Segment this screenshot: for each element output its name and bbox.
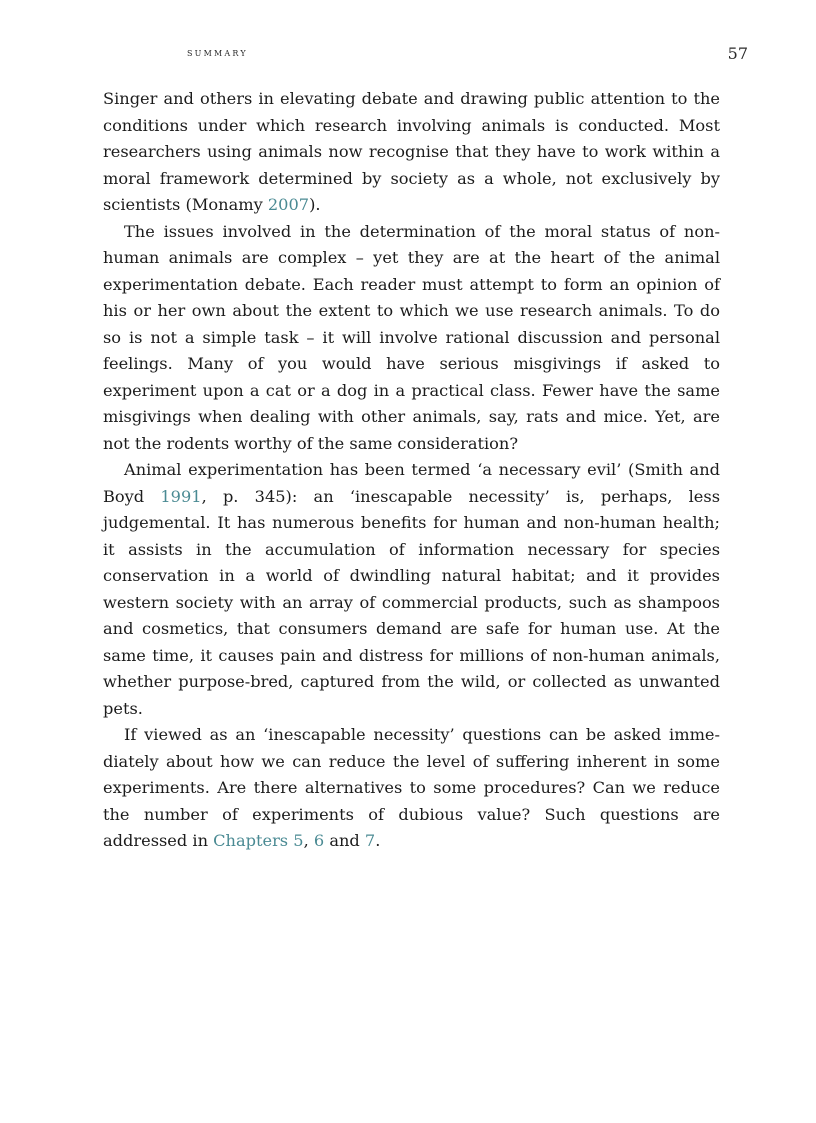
citation-link-smith-boyd-1991[interactable]: 1991 [160,486,202,506]
chapter-link-6[interactable]: 6 [313,831,325,850]
citation-link-monamy-2007[interactable]: 2007 [267,195,310,214]
paragraph-3-text-a: Animal experimentation has been termed ‘a necessary evil’ (Smith and Boyd [103,460,720,506]
paragraph-4 [103,722,720,855]
paragraph-4-text-a: If viewed as an ‘inescapable necessity’ questions can be asked immediately about how we can reduce the level of suffering inherent in some experiments. Are there alternatives to some procedures? Can we reduce the number of experiments of dubious value? Such questions are addressed in [103,725,720,850]
paragraph-3-text-b: , p. 345): an ‘inescapable necessity’ is, perhaps, less judgemental. It has numerous benefits for human and non-human health; it assists in the accumulation of information necessary for species conservation in a world of dwindling natural habitat; and it provides western society with an array of commercial products, such as shampoos and cosmetics, that consumers demand are safe for human use. At the same time, it causes pain and distress for millions of non-human animals, whether purpose-bred, captured from the wild, or collected as unwanted pets. [103,486,721,718]
paragraph-3 [103,457,720,722]
paragraph-4-text-d: . [375,831,381,850]
paragraph-1-text-a: Singer and others in elevating debate and drawing public attention to the conditions under which research involving animals is conducted. Most researchers using animals now recognise that they have to work within a moral framework determined by society as a whole, not exclusively by scientists (Monamy [103,89,720,214]
chapter-link-5[interactable]: Chapters 5 [213,831,304,850]
body-text [103,86,720,855]
chapter-link-7[interactable]: 7 [364,831,376,850]
paragraph-2: The issues involved in the determination of the moral status of non-human animals are complex – yet they are at the heart of the animal experimentation debate. Each reader must attempt to form an opinion of his or her own about the extent to which we use research animals. To do so is not a simple task – it will involve rational discussion and personal feelings. Many of you would have serious misgivings if asked to experiment upon a cat or a dog in a practical class. Fewer have the same misgivings when dealing with other animals, say, rats and mice. Yet, are not the rodents worthy of the same consideration? [103,221,720,453]
paragraph-1 [103,86,720,219]
page-number: 57 [727,44,748,63]
paragraph-4-text-b: , [303,831,314,850]
paragraph-4-text-c: and [324,831,365,850]
running-head-title: summary [187,46,248,59]
paragraph-1-text-b: ). [309,195,321,214]
